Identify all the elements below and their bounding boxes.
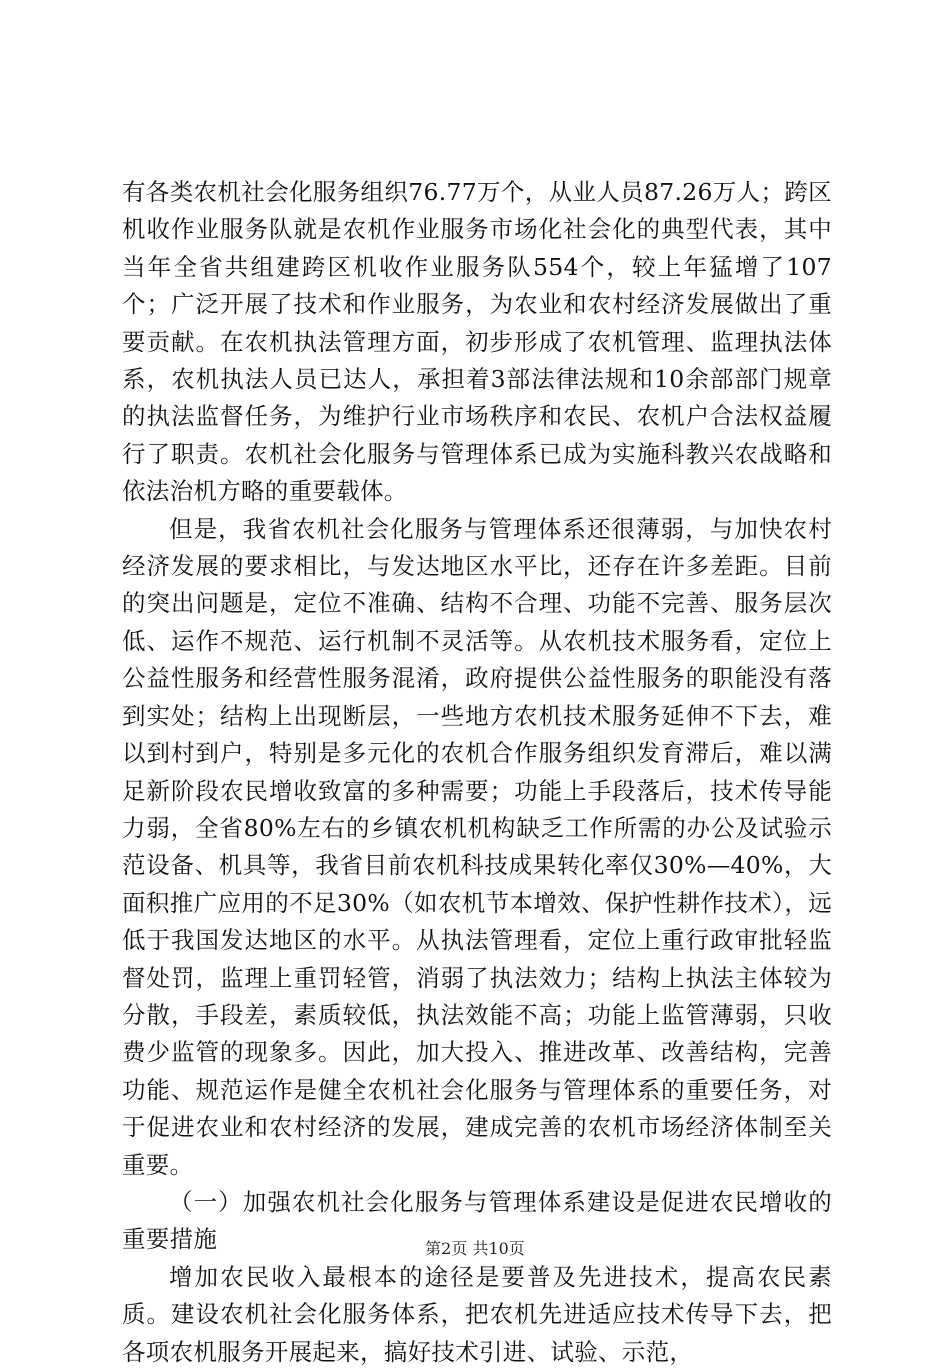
page-footer bbox=[0, 1238, 950, 1260]
section-heading: （一）加强农机社会化服务与管理体系建设是促进农民增收的重要措施 bbox=[122, 1187, 832, 1254]
paragraph-2: 但是，我省农机社会化服务与管理体系还很薄弱，与加快农村经济发展的要求相比，与发达地区水平比，还存在许多差距。目前的突出问题是，定位不准确、结构不合理、功能不完善、服务层次低、运作不规范、运行机制不灵活等。从农机技术服务看，定位上公益性服务和经营性服务混淆，政府提供公益性服务的职能没有落到实处；结构上出现断层，一些地方农机技术服务延伸不下去，难以到村到户，特别是多元化的农机合作服务组织发育滞后，难以满足新阶段农民增收致富的多种需要；功能上手段落后，技术传导能力弱，全省80%左右的乡镇农机机构缺乏工作所需的办公及试验示范设备、机具等，我省目前农机科技成果转化率仅30%—40%，大面积推广应用的不足30%（如农机节本增效、保护性耕作技术），远低于我国发达地区的水平。从执法管理看，定位上重行政审批轻监督处罚，监理上重罚轻管，消弱了执法效力；结构上执法主体较为分散，手段差，素质较低，执法效能不高；功能上监管薄弱，只收费少监管的现象多。因此，加大投入、推进改革、改善结构，完善功能、规范运作是健全农机社会化服务与管理体系的重要任务，对于促进农业和农村经济的发展，建成完善的农机市场经济体制至关重要。 bbox=[122, 514, 832, 1179]
paragraph-1: 有各类农机社会化服务组织76.77万个，从业人员87.26万人；跨区机收作业服务队就是农机作业服务市场化社会化的典型代表，其中当年全省共组建跨区机收作业服务队554个，较上年猛增了107个；广泛开展了技术和作业服务，为农业和农村经济发展做出了重要贡献。在农机执法管理方面，初步形成了农机管理、监理执法体系，农机执法人员已达人，承担着3部法律法规和10余部部门规章的执法监督任务，为维护行业市场秩序和农民、农机户合法权益履行了职责。农机社会化服务与管理体系已成为实施科教兴农战略和依法治机方略的重要载体。 bbox=[122, 178, 832, 506]
body-text bbox=[122, 174, 832, 1371]
paragraph-3: 增加农民收入最根本的途径是要普及先进技术，提高农民素质。建设农机社会化服务体系，把农机先进适应技术传导下去，把各项农机服务开展起来，搞好技术引进、试验、示范， bbox=[122, 1262, 832, 1366]
page-number: 第2页 共10页 bbox=[425, 1239, 525, 1258]
